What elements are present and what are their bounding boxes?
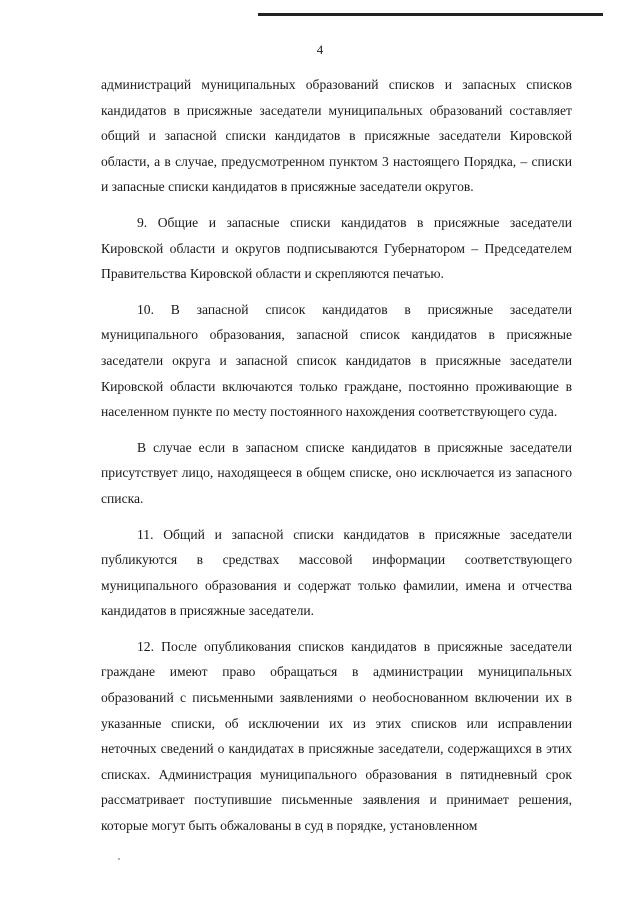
top-rule (258, 13, 603, 16)
paragraph-item-9: 9. Общие и запасные списки кандидатов в присяжные заседатели Кировской области и округов подписываются Губернатором – Председателем Правительства Кировской области и скрепляются печатью. (101, 214, 572, 282)
paragraph-continuation: администраций муниципальных образований списков и запасных списков кандидатов в присяжные заседатели муниципальных образований составляет общий и запасной списки кандидатов в присяжные заседатели Кировской области, а в случае, предусмотренном пунктом 3 настоящего Порядка, – списки и запасные списки кандидатов в присяжные заседатели округов. (101, 77, 572, 195)
paragraph-item-10: 10. В запасной список кандидатов в присяжные заседатели муниципального образования, запасной список кандидатов в присяжные заседатели округа и запасной список кандидатов в присяжные заседатели Кировской области включаются только граждане, постоянно проживающие в населенном пункте по месту постоянного нахождения соответствующего суда. (101, 301, 572, 420)
page-number: 4 (316, 42, 324, 57)
scan-artifact (118, 858, 120, 860)
paragraph-item-10-continued: В случае если в запасном списке кандидатов в присяжные заседатели присутствует лицо, находящееся в общем списке, оно исключается из запасного списка. (101, 439, 572, 506)
paragraph-item-12: 12. После опубликования списков кандидатов в присяжные заседатели граждане имеют право обращаться в администрации муниципальных образований с письменными заявлениями о необоснованном включении их в указанные списки, об исключении их из этих списков или исправлении неточных сведений о кандидатах в присяжные заседатели, содержащихся в этих списках. Администрация муниципального образования в пятидневный срок рассматривает поступившие письменные заявления и принимает решения, которые могут быть обжалованы в суд в порядке, установленном (101, 638, 572, 834)
paragraph-item-11: 11. Общий и запасной списки кандидатов в присяжные заседатели публикуются в средствах массовой информации соответствующего муниципального образования и содержат только фамилии, имена и отчества кандидатов в присяжные заседатели. (101, 526, 572, 619)
document-body (101, 72, 572, 839)
